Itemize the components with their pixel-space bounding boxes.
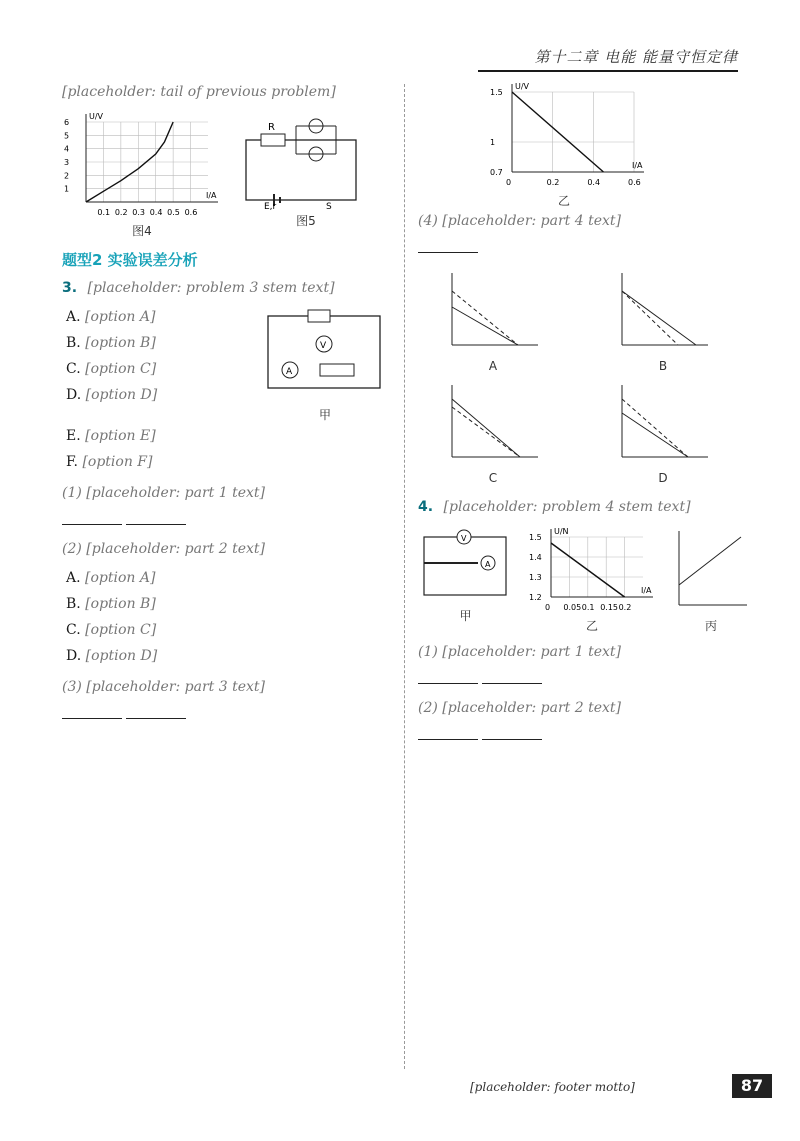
graph-b-svg bbox=[608, 267, 718, 357]
problem-4-figure-bing bbox=[671, 525, 751, 634]
data-line bbox=[512, 92, 604, 172]
answer-blank[interactable] bbox=[482, 669, 542, 684]
option-letter: C. bbox=[66, 361, 81, 377]
y-tick-label: 6 bbox=[64, 118, 70, 127]
left-column bbox=[62, 80, 392, 731]
x-tick-label: 0.1 bbox=[97, 208, 111, 217]
page-number: 87 bbox=[732, 1074, 772, 1098]
graph-d-svg bbox=[608, 379, 718, 469]
circuit-jia-caption: 甲 bbox=[318, 408, 331, 422]
option-text: [option F] bbox=[82, 454, 153, 470]
option-letter: D. bbox=[66, 387, 82, 403]
problem-3-part-1: (1) [placeholder: part 1 text] bbox=[62, 485, 266, 501]
answer-blank[interactable] bbox=[126, 704, 186, 719]
x-tick-label: 0.4 bbox=[149, 208, 163, 217]
y-axis-label: U/V bbox=[89, 112, 104, 121]
y-tick-label: 1.5 bbox=[529, 533, 542, 542]
right-column bbox=[418, 80, 748, 752]
x-tick-label: 0.3 bbox=[132, 208, 146, 217]
x-tick-label: 0.15 bbox=[600, 603, 619, 612]
problem-3-text: [placeholder: problem 3 stem text] bbox=[87, 280, 335, 296]
problem-3-options-area bbox=[62, 304, 392, 423]
option-letter: B. bbox=[66, 596, 81, 612]
x-tick-label: 0.1 bbox=[581, 603, 595, 612]
figure-yi-chart bbox=[488, 80, 648, 190]
graph-d-label: D bbox=[658, 471, 668, 485]
part2-option-a bbox=[66, 565, 392, 591]
option-letter: A. bbox=[66, 309, 81, 325]
option-text: [option C] bbox=[85, 361, 157, 377]
option-d bbox=[66, 382, 252, 408]
svg-text:V: V bbox=[320, 341, 327, 351]
column-divider bbox=[404, 84, 405, 1069]
y-tick-label: 5 bbox=[64, 131, 70, 141]
answer-blank[interactable] bbox=[126, 510, 186, 525]
option-text: [option E] bbox=[85, 428, 156, 444]
intro-text: [placeholder: tail of previous problem] bbox=[62, 84, 336, 100]
problem-4-figure-yi bbox=[527, 525, 657, 634]
y-tick-label: 1 bbox=[490, 138, 496, 147]
answer-line bbox=[418, 724, 748, 748]
circuit-jia-diagram bbox=[260, 304, 390, 404]
answer-blank[interactable] bbox=[482, 725, 542, 740]
graph-c-svg bbox=[438, 379, 548, 469]
problem-3-stem bbox=[62, 276, 392, 300]
answer-line bbox=[62, 703, 392, 727]
answer-blank[interactable] bbox=[418, 669, 478, 684]
part2-option-d bbox=[66, 643, 392, 669]
answer-blank[interactable] bbox=[418, 725, 478, 740]
y-tick-label: 3 bbox=[64, 158, 70, 167]
figure-4 bbox=[62, 110, 222, 239]
figure-5 bbox=[236, 110, 376, 239]
footer-motto: [placeholder: footer motto] bbox=[470, 1080, 635, 1094]
graph-c-label: C bbox=[488, 471, 498, 485]
y-tick-label: 0.7 bbox=[490, 168, 503, 177]
option-text: [option B] bbox=[85, 335, 156, 351]
x-tick-label: 0.6 bbox=[184, 208, 198, 217]
option-letter: C. bbox=[66, 622, 81, 638]
option-letter: D. bbox=[66, 648, 82, 664]
problem-4-bing-caption: 丙 bbox=[704, 619, 717, 633]
x-tick-label: 0.05 bbox=[563, 603, 582, 612]
svg-text:A: A bbox=[286, 367, 293, 377]
option-text: [option C] bbox=[85, 622, 157, 638]
x-tick-label: 0.2 bbox=[114, 208, 128, 217]
answer-line bbox=[418, 668, 748, 692]
problem-3-options bbox=[62, 304, 252, 423]
y-axis-label: U/N bbox=[554, 527, 569, 536]
graph-c bbox=[418, 379, 568, 485]
x-tick-label: 0.2 bbox=[618, 603, 632, 612]
answer-blank[interactable] bbox=[62, 704, 122, 719]
circuit-jia bbox=[260, 304, 390, 423]
answer-graphs bbox=[418, 267, 748, 485]
problem-3-part-3: (3) [placeholder: part 3 text] bbox=[62, 679, 266, 695]
part2-option-b bbox=[66, 591, 392, 617]
problem-4-bing-graph bbox=[671, 525, 751, 615]
problem-3-number: 3. bbox=[62, 280, 78, 296]
x-axis-label: I/A bbox=[206, 191, 217, 200]
figure-4-chart bbox=[62, 110, 222, 220]
graph-a-svg bbox=[438, 267, 548, 357]
x-axis-label: I/A bbox=[632, 161, 643, 170]
option-text: [option A] bbox=[85, 309, 156, 325]
y-tick-label: 4 bbox=[64, 144, 70, 154]
option-letter: E. bbox=[66, 428, 81, 444]
answer-blank[interactable] bbox=[418, 238, 478, 253]
section-title: 题型2 实验误差分析 bbox=[62, 251, 198, 269]
problem-4-figures bbox=[418, 525, 748, 634]
x-tick-label: 0.6 bbox=[628, 178, 641, 187]
chapter-header: 第十二章 电能 能量守恒定律 bbox=[478, 46, 738, 72]
figure-5-caption: 图5 bbox=[296, 214, 316, 228]
problem-4-figure-jia bbox=[418, 525, 513, 634]
answer-line bbox=[418, 237, 748, 261]
option-b bbox=[66, 330, 252, 356]
y-tick-label: 2 bbox=[64, 171, 70, 181]
option-text: [option D] bbox=[85, 387, 158, 403]
graph-a-label: A bbox=[488, 359, 498, 373]
problem-4-number: 4. bbox=[418, 499, 434, 515]
part2-option-c bbox=[66, 617, 392, 643]
figure-5-switch-label: S bbox=[326, 202, 332, 210]
problem-3-part-2: (2) [placeholder: part 2 text] bbox=[62, 541, 266, 557]
option-text: [option A] bbox=[85, 570, 156, 586]
problem-4-circuit bbox=[418, 525, 513, 605]
figure-yi bbox=[488, 80, 748, 209]
option-f bbox=[66, 449, 392, 475]
figures-4-5 bbox=[62, 110, 392, 239]
figure-5-resistor-label: R bbox=[268, 122, 275, 133]
x-tick-label: 0 bbox=[545, 603, 551, 612]
problem-4-part-2: (2) [placeholder: part 2 text] bbox=[418, 700, 622, 716]
problem-4-jia-caption: 甲 bbox=[459, 609, 472, 623]
graph-a bbox=[418, 267, 568, 373]
problem-4-chart bbox=[527, 525, 657, 615]
figure-4-caption: 图4 bbox=[132, 224, 152, 238]
option-text: [option B] bbox=[85, 596, 156, 612]
option-a bbox=[66, 304, 252, 330]
option-letter: F. bbox=[66, 454, 78, 470]
svg-text:V: V bbox=[461, 534, 467, 543]
x-tick-label: 0.5 bbox=[167, 208, 180, 217]
figure-5-circuit bbox=[236, 110, 376, 210]
y-tick-label: 1.3 bbox=[529, 573, 542, 582]
problem-4-yi-caption: 乙 bbox=[585, 619, 598, 633]
problem-4-part-1: (1) [placeholder: part 1 text] bbox=[418, 644, 622, 660]
graph-b-label: B bbox=[658, 359, 668, 373]
problem-4-stem bbox=[418, 495, 748, 519]
y-axis-label: U/V bbox=[515, 82, 530, 91]
problem-3-part-4: (4) [placeholder: part 4 text] bbox=[418, 213, 622, 229]
x-tick-label: 0 bbox=[506, 178, 512, 187]
svg-text:A: A bbox=[485, 560, 491, 569]
x-axis-label: I/A bbox=[641, 586, 652, 595]
figure-yi-caption: 乙 bbox=[558, 194, 571, 208]
option-letter: B. bbox=[66, 335, 81, 351]
answer-blank[interactable] bbox=[62, 510, 122, 525]
y-tick-label: 1.5 bbox=[490, 88, 503, 97]
problem-4-text: [placeholder: problem 4 stem text] bbox=[443, 499, 691, 515]
option-e bbox=[66, 423, 392, 449]
y-tick-label: 1.2 bbox=[529, 593, 542, 602]
graph-b bbox=[588, 267, 738, 373]
answer-line bbox=[62, 509, 392, 533]
figure-5-source-label: E,r bbox=[264, 202, 277, 210]
option-letter: A. bbox=[66, 570, 81, 586]
option-text: [option D] bbox=[85, 648, 158, 664]
graph-d bbox=[588, 379, 738, 485]
x-tick-label: 0.2 bbox=[546, 178, 560, 187]
y-tick-label: 1.4 bbox=[529, 553, 542, 562]
x-tick-label: 0.4 bbox=[587, 178, 601, 187]
y-tick-label: 1 bbox=[64, 184, 70, 194]
option-c bbox=[66, 356, 252, 382]
